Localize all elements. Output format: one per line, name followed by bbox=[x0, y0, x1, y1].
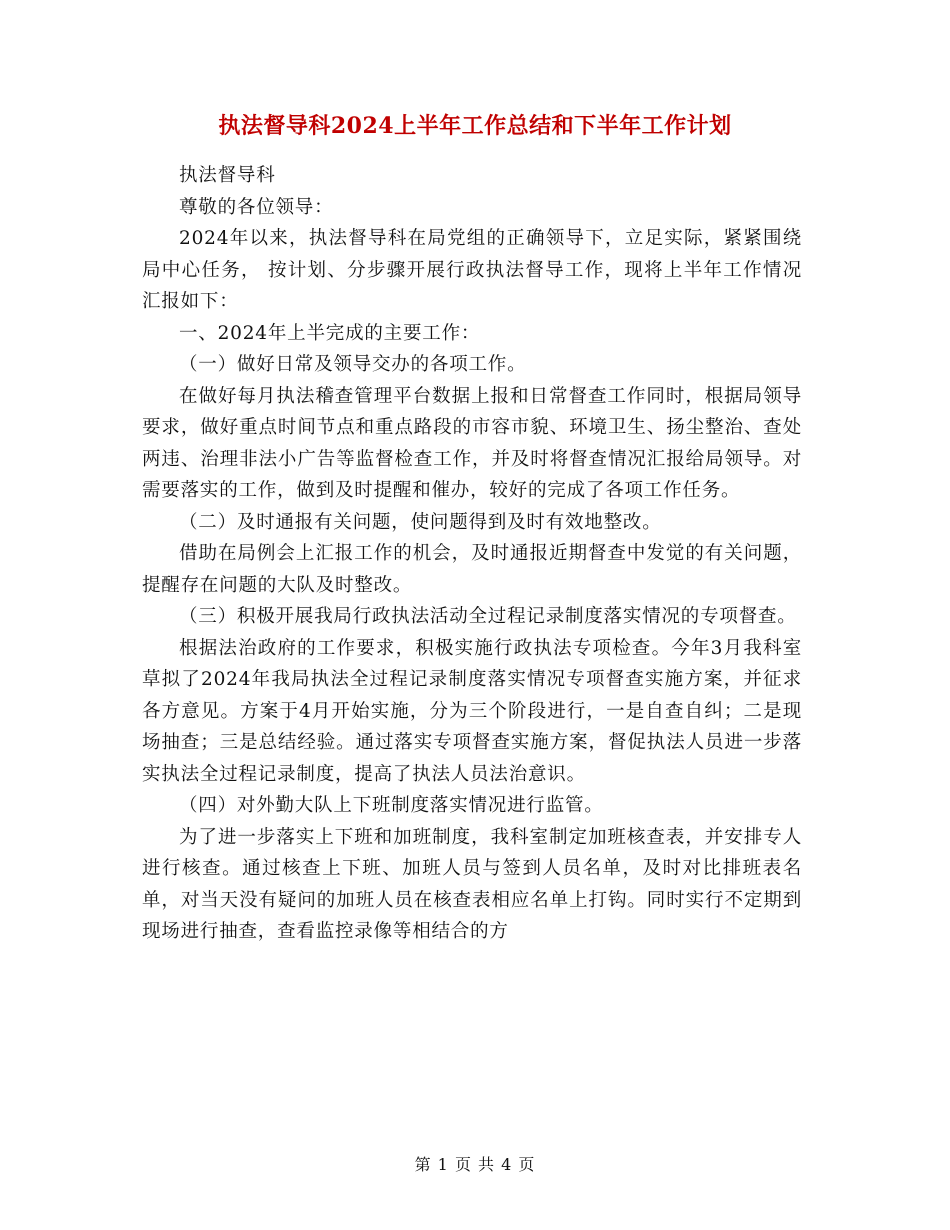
subsection-heading: （二）及时通报有关问题，使问题得到及时有效地整改。 bbox=[179, 511, 662, 533]
paragraph: 为了进一步落实上下班和加班制度，我科室制定加班核查表，并安排专人进行核查。通过核查上下班、加班人员与签到人员名单，及时对比排班表名单，对当天没有疑问的加班人员在核查表相应名单上打钩。同时实行不定期到现场进行抽查，查看监控录像等相结合的方 bbox=[142, 826, 802, 942]
document-title: 执法督导科2024上半年工作总结和下半年工作计划 bbox=[218, 113, 732, 139]
subsection-heading: （一）做好日常及领导交办的各项工作。 bbox=[179, 354, 527, 375]
document-body bbox=[142, 160, 802, 948]
paragraph: 执法督导科 bbox=[179, 165, 276, 186]
page-footer bbox=[0, 1152, 950, 1175]
section-heading: 一、2024年上半完成的主要工作： bbox=[179, 322, 481, 344]
subsection-heading: （四）对外勤大队上下班制度落实情况进行监管。 bbox=[179, 795, 604, 816]
subsection-heading: （三）积极开展我局行政执法活动全过程记录制度落实情况的专项督查。 bbox=[179, 606, 797, 627]
paragraph: 2024年以来，执法督导科在局党组的正确领导下，立足实际，紧紧围绕局中心任务， 按计划、分步骤开展行政执法督导工作，现将上半年工作情况汇报如下： bbox=[142, 228, 802, 312]
paragraph: 借助在局例会上汇报工作的机会，及时通报近期督查中发觉的有关问题，提醒存在问题的大队及时整改。 bbox=[142, 543, 802, 596]
page-number-label: 第 1 页 共 4 页 bbox=[414, 1155, 536, 1174]
paragraph: 在做好每月执法稽查管理平台数据上报和日常督查工作同时，根据局领导要求，做好重点时间节点和重点路段的市容市貌、环境卫生、扬尘整治、查处两违、治理非法小广告等监督检查工作，并及时将督查情况汇报给局领导。对需要落实的工作，做到及时提醒和催办，较好的完成了各项工作任务。 bbox=[142, 385, 802, 501]
paragraph: 尊敬的各位领导： bbox=[179, 196, 334, 218]
paragraph: 根据法治政府的工作要求，积极实施行政执法专项检查。今年3月我科室草拟了2024年我局执法全过程记录制度落实情况专项督查实施方案，并征求各方意见。方案于4月开始实施，分为三个阶段进行，一是自查自纠；二是现场抽查；三是总结经验。通过落实专项督查实施方案，督促执法人员进一步落实执法全过程记录制度，提高了执法人员法治意识。 bbox=[142, 637, 802, 785]
